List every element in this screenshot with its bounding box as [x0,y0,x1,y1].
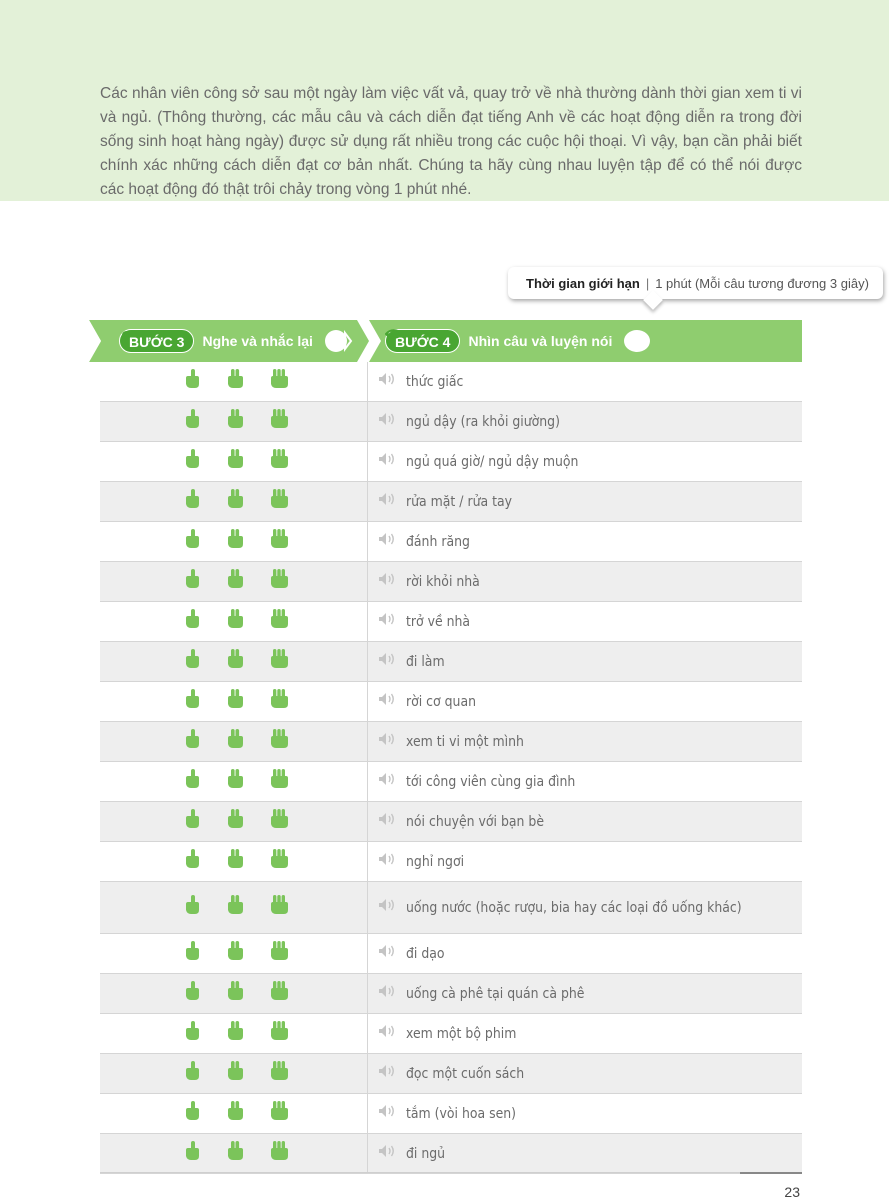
hand-one-finger-icon[interactable] [184,809,200,834]
hand-two-fingers-icon[interactable] [226,729,244,754]
hand-one-finger-icon[interactable] [184,895,200,920]
speaker-icon[interactable] [378,1024,398,1043]
speaker-icon[interactable] [378,372,398,391]
table-row [100,802,802,842]
hand-two-fingers-icon[interactable] [226,1021,244,1046]
phrase-text: ngủ dậy (ra khỏi giường) [406,413,560,430]
phrase-text: xem một bộ phim [406,1025,517,1042]
hand-three-fingers-icon[interactable] [270,569,288,594]
repeat-hands [100,1054,368,1093]
table-row [100,442,802,482]
phrase-cell [368,402,802,441]
hand-one-finger-icon[interactable] [184,649,200,674]
phrase-cell [368,1134,802,1173]
phrase-text: đọc một cuốn sách [406,1065,525,1082]
speaker-icon[interactable] [378,898,398,917]
speaker-icon[interactable] [378,1144,398,1163]
phrase-text: đi làm [406,653,445,670]
hand-three-fingers-icon[interactable] [270,529,288,554]
speaker-icon[interactable] [378,572,398,591]
table-row [100,934,802,974]
phrase-cell [368,802,802,841]
repeat-hands [100,362,368,401]
hand-three-fingers-icon[interactable] [270,1021,288,1046]
time-limit-value: 1 phút (Mỗi câu tương đương 3 giây) [655,275,869,291]
speaker-icon[interactable] [378,652,398,671]
phrase-cell [368,682,802,721]
hand-two-fingers-icon[interactable] [226,769,244,794]
table-row [100,362,802,402]
speaker-icon[interactable] [378,812,398,831]
hand-one-finger-icon[interactable] [184,1141,200,1166]
speaker-icon[interactable] [378,612,398,631]
hand-three-fingers-icon[interactable] [270,1101,288,1126]
hand-three-fingers-icon[interactable] [270,809,288,834]
hand-three-fingers-icon[interactable] [270,449,288,474]
hand-two-fingers-icon[interactable] [226,649,244,674]
hand-three-fingers-icon[interactable] [270,941,288,966]
hand-one-finger-icon[interactable] [184,769,200,794]
hand-three-fingers-icon[interactable] [270,609,288,634]
phrase-cell [368,602,802,641]
table-row [100,762,802,802]
step-3-badge: BƯỚC 3 [119,329,194,353]
step-3 [119,329,347,353]
hand-three-fingers-icon[interactable] [270,849,288,874]
speaker-icon[interactable] [378,1064,398,1083]
repeat-hands [100,1134,368,1173]
repeat-hands [100,934,368,973]
phrase-cell [368,482,802,521]
table-row [100,722,802,762]
step-3-title: Nghe và nhắc lại [202,333,313,349]
table-row [100,842,802,882]
repeat-hands [100,1094,368,1133]
phrase-text: rời cơ quan [406,693,477,710]
step-4-badge: BƯỚC 4 [385,329,460,353]
phrase-text: đi ngủ [406,1145,446,1162]
phrase-cell [368,642,802,681]
hand-one-finger-icon[interactable] [184,489,200,514]
repeat-hands [100,442,368,481]
speaker-icon[interactable] [378,692,398,711]
phrase-cell [368,882,802,933]
repeat-hands [100,974,368,1013]
speaker-icon[interactable] [378,852,398,871]
table-row [100,1014,802,1054]
hand-two-fingers-icon[interactable] [226,809,244,834]
speaker-icon[interactable] [378,452,398,471]
hand-one-finger-icon[interactable] [184,369,200,394]
phrase-cell [368,442,802,481]
phrase-text: uống cà phê tại quán cà phê [406,985,585,1002]
hand-three-fingers-icon[interactable] [270,769,288,794]
hand-one-finger-icon[interactable] [184,1021,200,1046]
phrase-text: tắm (vòi hoa sen) [406,1105,517,1122]
table-row [100,1134,802,1174]
speaker-icon[interactable] [378,984,398,1003]
phrase-cell [368,974,802,1013]
time-limit-badge [508,267,883,299]
table-row [100,482,802,522]
time-limit-label: Thời gian giới hạn [526,275,640,291]
hand-one-finger-icon[interactable] [184,529,200,554]
hand-two-fingers-icon[interactable] [226,449,244,474]
repeat-hands [100,562,368,601]
hand-three-fingers-icon[interactable] [270,1061,288,1086]
page-number: 23 [784,1184,800,1200]
hand-two-fingers-icon[interactable] [226,569,244,594]
lips-icon [624,330,650,352]
phrase-cell [368,762,802,801]
hand-two-fingers-icon[interactable] [226,981,244,1006]
footer-accent [740,1172,802,1174]
hand-one-finger-icon[interactable] [184,981,200,1006]
repeat-hands [100,842,368,881]
phrase-cell [368,522,802,561]
table-row [100,1094,802,1134]
hand-three-fingers-icon[interactable] [270,489,288,514]
hand-three-fingers-icon[interactable] [270,729,288,754]
phrase-cell [368,842,802,881]
hand-two-fingers-icon[interactable] [226,1101,244,1126]
phrase-cell [368,1014,802,1053]
hand-two-fingers-icon[interactable] [226,849,244,874]
table-row [100,974,802,1014]
phrase-text: trở về nhà [406,613,471,630]
repeat-hands [100,402,368,441]
hand-three-fingers-icon[interactable] [270,1141,288,1166]
hand-three-fingers-icon[interactable] [270,409,288,434]
table-row [100,522,802,562]
phrase-text: đi dạo [406,945,445,962]
phrase-cell [368,562,802,601]
phrase-text: uống nước (hoặc rượu, bia hay các loại đồ uống khác) [406,899,742,916]
phrase-cell [368,1094,802,1133]
hand-one-finger-icon[interactable] [184,409,200,434]
table-row [100,1054,802,1094]
hand-two-fingers-icon[interactable] [226,1141,244,1166]
table-row [100,682,802,722]
step-4 [385,329,650,353]
speaker-icon[interactable] [378,492,398,511]
speaker-icon[interactable] [378,944,398,963]
hand-three-fingers-icon[interactable] [270,895,288,920]
hand-two-fingers-icon[interactable] [226,529,244,554]
speaker-icon[interactable] [378,732,398,751]
hand-one-finger-icon[interactable] [184,449,200,474]
phrase-text: nghỉ ngơi [406,853,465,870]
phrase-cell [368,1054,802,1093]
hand-two-fingers-icon[interactable] [226,1061,244,1086]
ear-icon [325,330,347,352]
repeat-hands [100,602,368,641]
speaker-icon[interactable] [378,532,398,551]
repeat-hands [100,522,368,561]
hand-one-finger-icon[interactable] [184,689,200,714]
hand-one-finger-icon[interactable] [184,729,200,754]
phrase-text: rửa mặt / rửa tay [406,493,512,510]
phrase-table [100,362,802,1174]
hand-one-finger-icon[interactable] [184,941,200,966]
hand-two-fingers-icon[interactable] [226,369,244,394]
intro-paragraph: Các nhân viên công sở sau một ngày làm việc vất vả, quay trở về nhà thường dành thời gian xem ti vi và ngủ. (Thông thường, các mẫu câu và cách diễn đạt tiếng Anh về các hoạt động diễn ra trong đời sống sinh hoạt hàng ngày) được sử dụng rất nhiều trong các cuộc hội thoại. Vì vậy, bạn cần phải biết chính xác những cách diễn đạt cơ bản nhất. Chúng ta hãy cùng nhau luyện tập để có thể nói được các hoạt động đó thật trôi chảy trong vòng 1 phút nhé. [100,85,802,198]
table-row [100,562,802,602]
phrase-cell [368,934,802,973]
phrase-text: rời khỏi nhà [406,573,480,590]
phrase-cell [368,362,802,401]
repeat-hands [100,882,368,933]
footer-divider [100,1172,802,1173]
repeat-hands [100,1014,368,1053]
repeat-hands [100,802,368,841]
hand-two-fingers-icon[interactable] [226,689,244,714]
table-row [100,642,802,682]
speaker-icon[interactable] [378,1104,398,1123]
hand-one-finger-icon[interactable] [184,1061,200,1086]
phrase-text: tới công viên cùng gia đình [406,773,576,790]
hand-two-fingers-icon[interactable] [226,941,244,966]
repeat-hands [100,482,368,521]
hand-three-fingers-icon[interactable] [270,689,288,714]
hand-three-fingers-icon[interactable] [270,649,288,674]
repeat-hands [100,722,368,761]
hand-three-fingers-icon[interactable] [270,369,288,394]
hand-one-finger-icon[interactable] [184,609,200,634]
phrase-text: xem ti vi một mình [406,733,524,750]
hand-two-fingers-icon[interactable] [226,609,244,634]
phrase-text: thức giấc [406,373,464,390]
hand-two-fingers-icon[interactable] [226,409,244,434]
phrase-text: ngủ quá giờ/ ngủ dậy muộn [406,453,579,470]
hand-one-finger-icon[interactable] [184,569,200,594]
phrase-text: đánh răng [406,533,470,550]
speaker-icon[interactable] [378,412,398,431]
hand-one-finger-icon[interactable] [184,1101,200,1126]
phrase-text: nói chuyện với bạn bè [406,813,545,830]
table-row [100,602,802,642]
phrase-cell [368,722,802,761]
repeat-hands [100,762,368,801]
hand-two-fingers-icon[interactable] [226,895,244,920]
table-row [100,402,802,442]
hand-three-fingers-icon[interactable] [270,981,288,1006]
steps-header [89,320,802,362]
repeat-hands [100,682,368,721]
step-4-title: Nhìn câu và luyện nói [468,333,613,349]
table-row [100,882,802,934]
speaker-icon[interactable] [378,772,398,791]
hand-one-finger-icon[interactable] [184,849,200,874]
hand-two-fingers-icon[interactable] [226,489,244,514]
time-limit-separator: | [645,275,650,291]
repeat-hands [100,642,368,681]
